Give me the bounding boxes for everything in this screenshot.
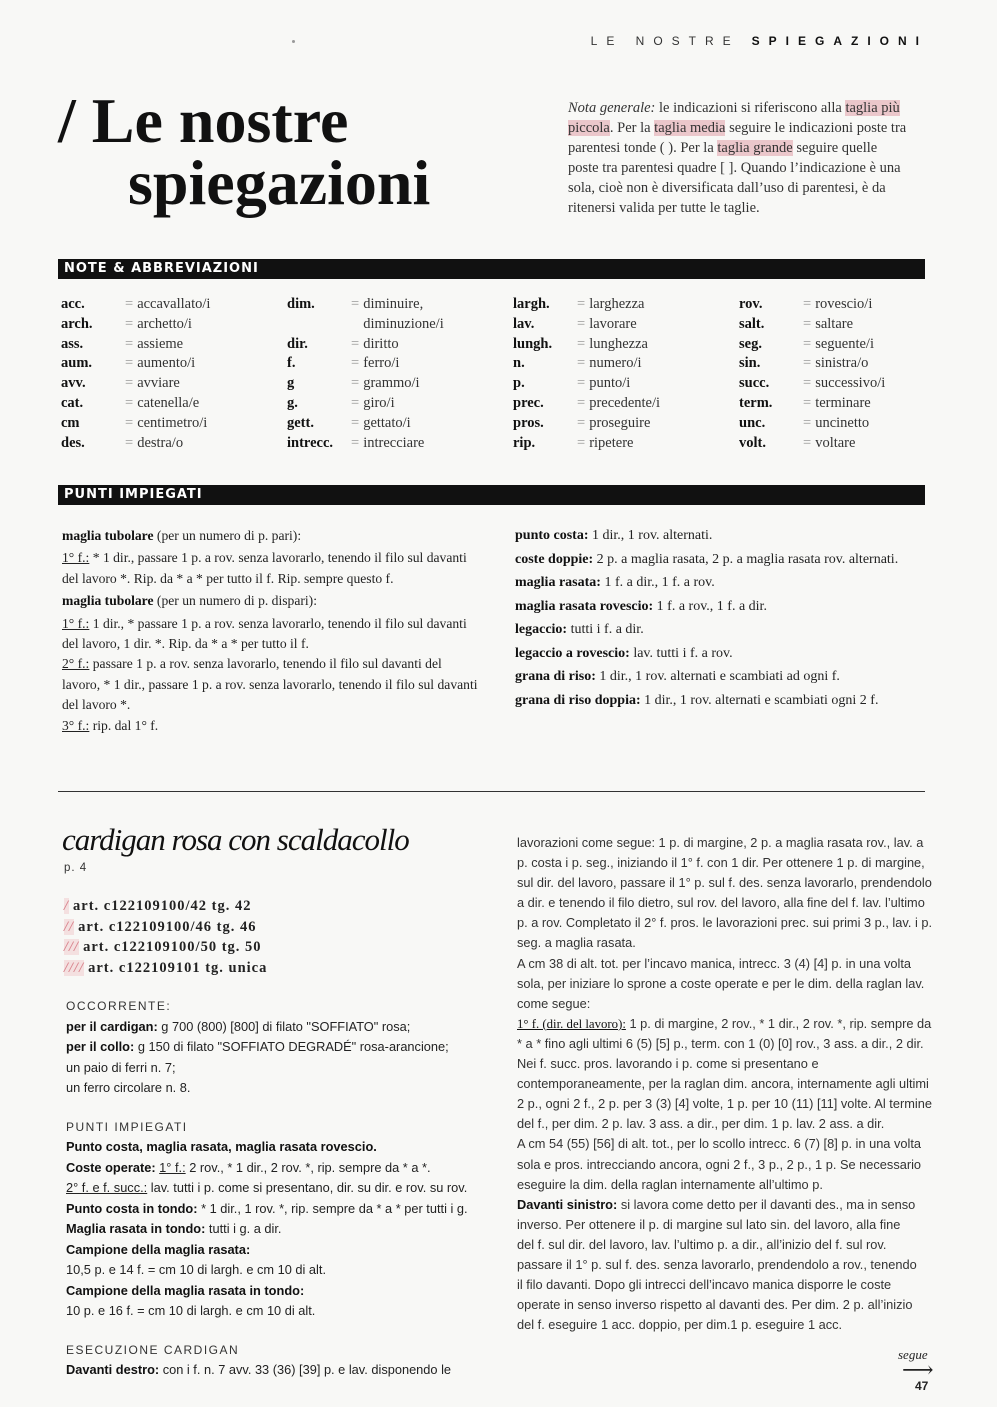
abbr-row: largh. = larghezza	[513, 296, 645, 312]
title-line-1: / Le nostre	[58, 85, 349, 156]
article-item: // art. c122109100/46 tg. 46	[64, 918, 257, 935]
abbr-row: lav. = lavorare	[513, 315, 637, 332]
section-bar-punti: PUNTI IMPIEGATI	[58, 485, 925, 505]
instructions-column: lavorazioni come segue: 1 p. di margine, 2 p. a maglia rasata rov., lav. a p. costa i p. seg., iniziando il 1° f. con 1 dir. Per ottenere 1 p. di margine, sul dir. del lavoro, passare il 1° p. sul f. des. senza lavorarlo, prendendolo a dir. e tenendo il filo dietro, sul rov. del lavoro, alla fine del f. lav. l’ultimo p. a rov. Completato il 2° f. pros. le lavorazioni prec. sui primi 3 p., lav. i p. seg. a maglia rasata. A cm 38 di alt. tot. per l’incavo manica, intrecc. 3 (4) [4] p. in una volta sola, per iniziare lo sprone a coste operate e per le dim. della raglan lav. come segue: 1° f. (dir. del lavoro): 1 p. di margine, 2 rov., * 1 dir., 2 rov. *, rip. sempre da * a * fino agli ultimi 6 (5) [5] p., term. con 1 (0) [0] rov., 3 ass. a dir., 2 dir. Nei f. succ. pros. lavorando i p. come si presentano e contemporaneamente, per la raglan dim. ancora, internamente agli ultimi 2 p., ogni 2 f., 2 p. per 3 (3) [4] volte, 1 p. per 10 (11) [11] volte. Al termine del f., per dim. 2 p. lav. 3 ass. a dir., per dim. 1 p. lav. 2 ass. a dir. A cm 54 (55) [56] di alt. tot., per lo scollo intrecc. 6 (7) [8] p. in una volta sola e pros. intrecciando ancora, ogni 2 f., 3 p., 2 p., 1 p. Se necessario eseguire la dim. della raglan internamente all’ultimo p. Davanti sinistro: si lavora come detto per il davanti des., ma in senso inverso. Per ottenere il p. di margine sul lato sin. del lavoro, alla fine del f. sul dir. del lavoro, lav. l’ultimo p. a dir., all’inizio del f. sul rov. passare il 1° p. sul f. des. senza lavorarlo, prendendolo a rov., tenendo il filo davanti. Dopo gli intrecci dell’incavo manica disporre le coste operate in senso inverso rispetto al davanti des. Per dim. 2 p. all’inizio del f. eseguire 1 acc. doppio, per dim.1 p. eseguire 1 acc.	[517, 835, 933, 1333]
pattern-page-ref: p. 4	[64, 862, 88, 874]
article-list	[64, 896, 267, 978]
general-note: Nota generale: le indicazioni si riferiscono alla taglia più piccola. Per la taglia media seguire le indicazioni poste tra parentesi tonde ( ). Per la taglia grande seguire quelle poste tra parentesi quadre [ ]. Quando l’indicazione è una sola, cioè non è diversificata dall’uso di parentesi, è da ritenersi valida per tutte le taglie.	[568, 100, 907, 216]
abbr-row: arch. = archetto/i	[61, 315, 192, 332]
article-item: //// art. c122109101 tg. unica	[64, 959, 268, 976]
abbr-row: succ. = successivo/i	[739, 375, 886, 392]
abbr-row: prec. = precedente/i	[513, 394, 661, 411]
abbr-row: ass. = assieme	[61, 335, 184, 352]
abbr-row: diminuzione/i	[363, 315, 444, 332]
section-divider	[58, 791, 925, 792]
abbr-row: n. = numero/i	[513, 355, 642, 372]
abbr-row: rov. = rovescio/i	[739, 296, 873, 312]
title-line-2: spiegazioni	[128, 147, 431, 218]
abbr-row: avv. = avviare	[61, 375, 180, 392]
abbr-row: p. = punto/i	[513, 375, 631, 392]
abbr-row: unc. = uncinetto	[739, 414, 870, 431]
section-bar-notes: NOTE & ABBREVIAZIONI	[58, 259, 925, 279]
abbr-column-1	[61, 295, 271, 453]
punti-left-column: maglia tubolare (per un numero di p. pari): 1° f.: * 1 dir., passare 1 p. a rov. senza lavorarlo, tenendo il filo sul davanti del lavoro *. Rip. da * a * per tutto il f. Rip. sempre questo f. maglia tubolare (per un numero di p. dispari): 1° f.: 1 dir., * passare 1 p. a rov. senza lavorarlo, tenendo il filo sul davanti del lavoro, 1 dir. *. Rip. da * a * per tutto il f. 2° f.: passare 1 p. a rov. senza lavorarlo, tenendo il filo sul davanti del lavoro, * 1 dir., passare 1 p. a rov. senza lavorarlo, tenendo il filo sul davanti del lavoro *. 3° f.: rip. dal 1° f.	[62, 528, 478, 733]
continues-label: segue	[898, 1347, 928, 1362]
abbr-row: gett. = gettato/i	[287, 414, 411, 431]
highlight-small-size: taglia più piccola	[568, 100, 900, 136]
pattern-title: cardigan rosa con scaldacollo	[62, 822, 409, 857]
abbr-row: des. = destra/o	[61, 434, 184, 451]
abbr-row: g. = giro/i	[287, 394, 395, 411]
highlight-large-size: taglia grande	[717, 140, 793, 156]
running-header: LE NOSTRE SPIEGAZIONI	[590, 34, 928, 48]
page-title	[58, 85, 498, 218]
abbr-column-2	[287, 295, 502, 453]
occorrente-heading: OCCORRENTE:	[66, 999, 172, 1013]
article-item: /// art. c122109100/50 tg. 50	[64, 939, 262, 955]
punti-right-column: punto costa: 1 dir., 1 rov. alternati. coste doppie: 2 p. a maglia rasata, 2 p. a maglia rasata rov. alternati. maglia rasata: 1 f. a dir., 1 f. a rov. maglia rasata rovescio: 1 f. a rov., 1 f. a dir. legaccio: tutti i f. a dir. legaccio a rovescio: lav. tutti i f. a rov. grana di riso: 1 dir., 1 rov. alternati e scambiati ad ogni f. grana di riso doppia: 1 dir., 1 rov. alternati e scambiati ogni 2 f.	[515, 528, 899, 708]
highlight-medium-size: taglia media	[654, 120, 726, 136]
abbr-row: intrecc. = intrecciare	[287, 434, 425, 451]
abbr-row: pros. = proseguire	[513, 414, 651, 431]
abbr-row: cat. = catenella/e	[61, 394, 200, 411]
materials-and-stitches: OCCORRENTE: per il cardigan: g 700 (800) [800] di filato "SOFFIATO" rosa; per il collo: g 150 di filato "SOFFIATO DEGRADÉ" rosa-arancione; un paio di ferri n. 7; un ferro circolare n. 8. PUNTI IMPIEGATI Punto costa, maglia rasata, maglia rasata rovescio. Coste operate: 1° f.: 2 rov., * 1 dir., 2 rov. *, rip. sempre da * a *. 2° f. e f. succ.: lav. tutti i p. come si presentano, dir. su dir. e rov. su rov. Punto costa in tondo: * 1 dir., 1 rov. *, rip. sempre da * a * per tutti i g. Maglia rasata in tondo: tutti i g. a dir. Campione della maglia rasata: 10,5 p. e 14 f. = cm 10 di largh. e cm 10 di alt. Campione della maglia rasata in tondo: 10 p. e 16 f. = cm 10 di largh. e cm 10 di alt. ESECUZIONE CARDIGAN Davanti destro: con i f. n. 7 avv. 33 (36) [39] p. e lav. disponendo le	[66, 996, 498, 1381]
abbr-row: g = grammo/i	[287, 375, 420, 392]
abbr-row: aum. = aumento/i	[61, 355, 196, 372]
abbr-row: dir. = diritto	[287, 335, 399, 352]
arrow-right-icon: ⟶	[902, 1357, 934, 1382]
abbr-column-3	[513, 295, 723, 453]
abbr-column-4	[739, 295, 939, 453]
article-item: / art. c122109100/42 tg. 42	[64, 898, 252, 914]
abbr-row: seg. = seguente/i	[739, 335, 874, 352]
abbr-row: acc. = accavallato/i	[61, 296, 211, 312]
abbr-row: dim. = diminuire,	[287, 296, 424, 312]
abbr-row: lungh. = lunghezza	[513, 335, 648, 352]
abbr-row: f. = ferro/i	[287, 355, 400, 372]
abbr-row: salt. = saltare	[739, 315, 854, 332]
abbr-row: cm = centimetro/i	[61, 414, 208, 431]
page-number: 47	[915, 1379, 929, 1393]
abbr-row: sin. = sinistra/o	[739, 355, 869, 372]
abbr-row: volt. = voltare	[739, 434, 856, 451]
esecuzione-heading: ESECUZIONE CARDIGAN	[66, 1342, 240, 1357]
punti-heading: PUNTI IMPIEGATI	[66, 1119, 188, 1134]
abbr-row: term. = terminare	[739, 394, 871, 411]
abbr-row: rip. = ripetere	[513, 434, 634, 451]
